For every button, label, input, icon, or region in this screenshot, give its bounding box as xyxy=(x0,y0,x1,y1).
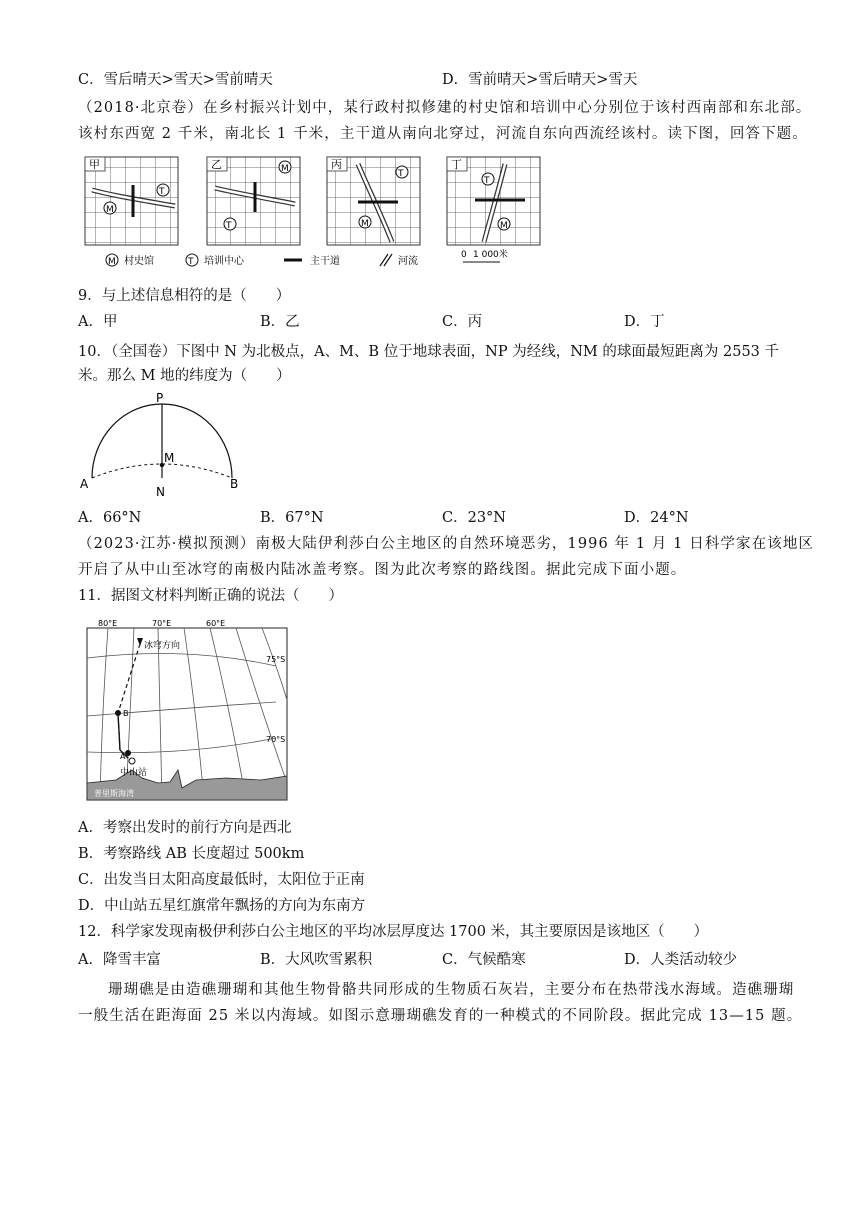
intro-coral-line2: 一般生活在距海面 25 米以内海域。如图示意珊瑚礁发育的一种模式的不同阶段。据此完成 13—15 题。 xyxy=(78,1008,803,1024)
panel-label-yi: 乙 xyxy=(211,158,222,171)
q11-option-c: C．出发当日太阳高度最低时，太阳位于正南 xyxy=(78,872,365,888)
svg-text:T: T xyxy=(484,176,490,186)
panel-label-jia: 甲 xyxy=(89,158,100,171)
label-80e: 80°E xyxy=(98,620,118,628)
q11-option-b: B．考察路线 AB 长度超过 500km xyxy=(78,846,305,862)
intro-2018-line1: （2018·北京卷）在乡村振兴计划中，某行政村拟修建的村史馆和培训中心分别位于该村西南部和东北部。 xyxy=(78,100,812,116)
svg-text:T: T xyxy=(159,187,165,197)
panel-label-bing: 丙 xyxy=(331,158,342,171)
label-a: A xyxy=(80,477,89,491)
label-dome: 冰穹方向 xyxy=(144,641,181,651)
q9-option-a: A．甲 xyxy=(78,314,118,330)
q12-option-d: D．人类活动较少 xyxy=(624,952,738,968)
panel-yi xyxy=(207,157,300,245)
panel-jia xyxy=(85,157,178,245)
q11-stem: 11．据图文材料判断正确的说法（ ） xyxy=(78,588,343,604)
svg-text:T: T xyxy=(188,257,194,267)
hemisphere-figure xyxy=(78,392,248,502)
q12-option-b: B．大风吹雪累积 xyxy=(260,952,373,968)
label-60e: 60°E xyxy=(206,620,226,628)
q9-option-c: C．丙 xyxy=(442,314,483,330)
label-b: B xyxy=(123,709,129,718)
panel-label-ding: 丁 xyxy=(451,158,462,171)
q10-option-a: A．66°N xyxy=(78,510,142,526)
label-a: A xyxy=(120,752,126,761)
legend-scale: 1 000米 xyxy=(473,250,508,260)
q8-option-c: C．雪后晴天>雪天>雪前晴天 xyxy=(78,72,273,88)
svg-text:T: T xyxy=(398,169,404,179)
svg-text:T: T xyxy=(226,221,232,231)
label-zhongshan: 中山站 xyxy=(120,768,148,778)
q11-option-d: D．中山站五星红旗常年飘扬的方向为东南方 xyxy=(78,898,366,914)
label-70s: 70°S xyxy=(266,735,286,744)
q10-option-c: C．23°N xyxy=(442,510,506,526)
legend-museum: 村史馆 xyxy=(124,256,154,267)
figure1-legend xyxy=(106,248,508,267)
intro-coral-line1: 珊瑚礁是由造礁珊瑚和其他生物骨骼共同形成的生物质石灰岩，主要分布在热带浅水海域。造礁珊瑚 xyxy=(108,982,795,998)
svg-text:M: M xyxy=(106,205,114,215)
intro-2018-line2: 该村东西宽 2 千米，南北长 1 千米，主干道从南向北穿过，河流自东向西流经该村。读下图，回答下题。 xyxy=(78,126,808,142)
q9-option-b: B．乙 xyxy=(260,314,300,330)
q8-option-d: D．雪前晴天>雪后晴天>雪天 xyxy=(442,72,638,88)
legend-road: 主干道 xyxy=(310,256,340,267)
panel-bing xyxy=(327,157,420,245)
legend-river: 河流 xyxy=(398,256,418,267)
legend-training: 培训中心 xyxy=(204,256,244,267)
q12-option-c: C．气候酷寒 xyxy=(442,952,526,968)
label-m: M xyxy=(164,451,175,465)
label-b: B xyxy=(230,477,239,491)
q9-option-d: D．丁 xyxy=(624,314,665,330)
q10-line1: 10．（全国卷）下图中 N 为北极点，A、M、B 位于地球表面，NP 为经线，NM 的球面最短距离为 2553 千 xyxy=(78,344,780,360)
svg-text:0: 0 xyxy=(461,250,467,260)
svg-text:M: M xyxy=(361,219,369,229)
label-prydz-bay: 普里斯海湾 xyxy=(94,789,134,798)
q10-option-b: B．67°N xyxy=(260,510,324,526)
village-grid-figure xyxy=(80,152,580,272)
q9-stem: 9．与上述信息相符的是（ ） xyxy=(78,288,291,304)
q12-option-a: A．降雪丰富 xyxy=(78,952,161,968)
intro-2023-line1: （2023·江苏·模拟预测）南极大陆伊利莎白公主地区的自然环境恶劣，1996 年 1 月 1 日科学家在该地区 xyxy=(78,536,815,552)
q10-line2: 米。那么 M 地的纬度为（ ） xyxy=(78,368,291,384)
svg-text:M: M xyxy=(108,257,116,267)
q12-stem: 12．科学家发现南极伊利莎白公主地区的平均冰层厚度达 1700 米，其主要原因是该地区（ ） xyxy=(78,924,709,940)
intro-2023-line2: 开启了从中山至冰穹的南极内陆冰盖考察。图为此次考察的路线图。据此完成下面小题。 xyxy=(78,562,687,578)
q11-option-a: A．考察出发时的前行方向是西北 xyxy=(78,820,292,836)
svg-text:M: M xyxy=(281,164,289,174)
label-75s: 75°S xyxy=(266,655,286,664)
label-p: P xyxy=(156,392,164,405)
svg-text:M: M xyxy=(500,221,508,231)
label-70e: 70°E xyxy=(152,620,172,628)
q10-option-d: D．24°N xyxy=(624,510,689,526)
antarctic-route-map xyxy=(86,620,296,805)
label-n: N xyxy=(156,485,165,499)
panel-ding xyxy=(447,157,540,245)
